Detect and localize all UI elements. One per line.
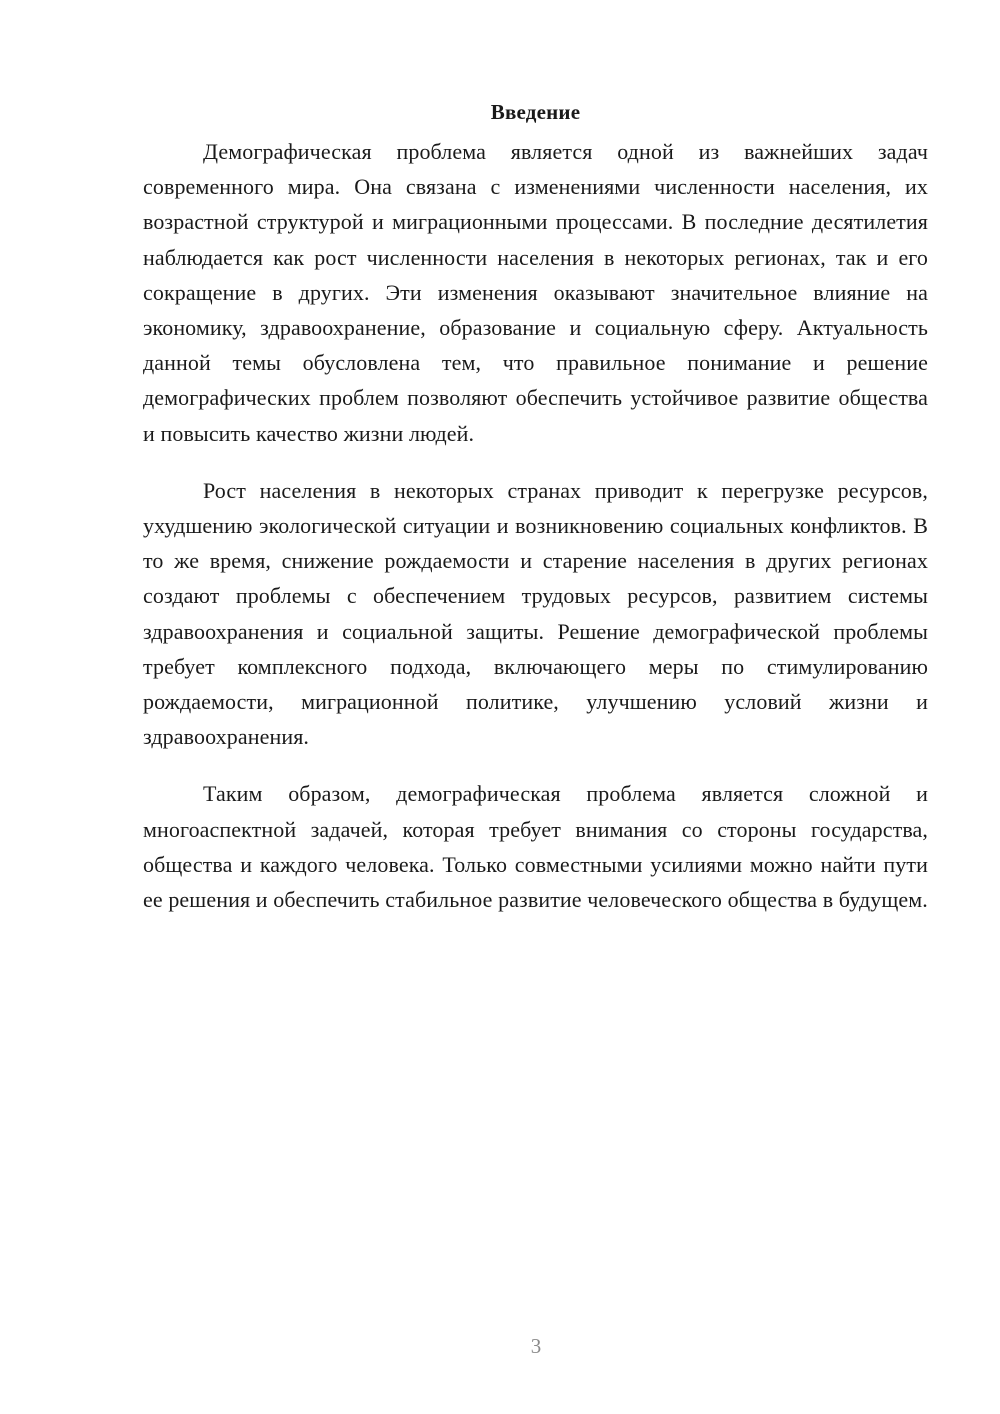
paragraph-2: Рост населения в некоторых странах приводит к перегрузке ресурсов, ухудшению экологической ситуации и возникновению социальных конфликтов. В то же время, снижение рождаемости и старение населения в других регионах создают проблемы с обеспечением трудовых ресурсов, развитием системы здравоохранения и социальной защиты. Решение демографической проблемы требует комплексного подхода, включающего меры по стимулированию рождаемости, миграционной политике, улучшению условий жизни и здравоохранения. [143,477,928,750]
paragraph-1: Демографическая проблема является одной из важнейших задач современного мира. Она связана с изменениями численности населения, их возрастной структурой и миграционными процессами. В последние десятилетия наблюдается как рост численности населения в некоторых регионах, так и его сокращение в других. Эти изменения оказывают значительное влияние на экономику, здравоохранение, образование и социальную сферу. Актуальность данной темы обусловлена тем, что правильное понимание и решение демографических проблем позволяют обеспечить устойчивое развитие общества и повысить качество жизни людей. [143,139,928,446]
section-heading: Введение [490,100,581,124]
paragraph-3: Таким образом, демографическая проблема является сложной и многоаспектной задачей, которая требует внимания со стороны государства, общества и каждого человека. Только совместными усилиями можно найти пути ее решения и обеспечить стабильное развитие человеческого общества в будущем. [143,781,928,913]
document-body [143,96,928,939]
page-number: 3 [530,1334,542,1358]
